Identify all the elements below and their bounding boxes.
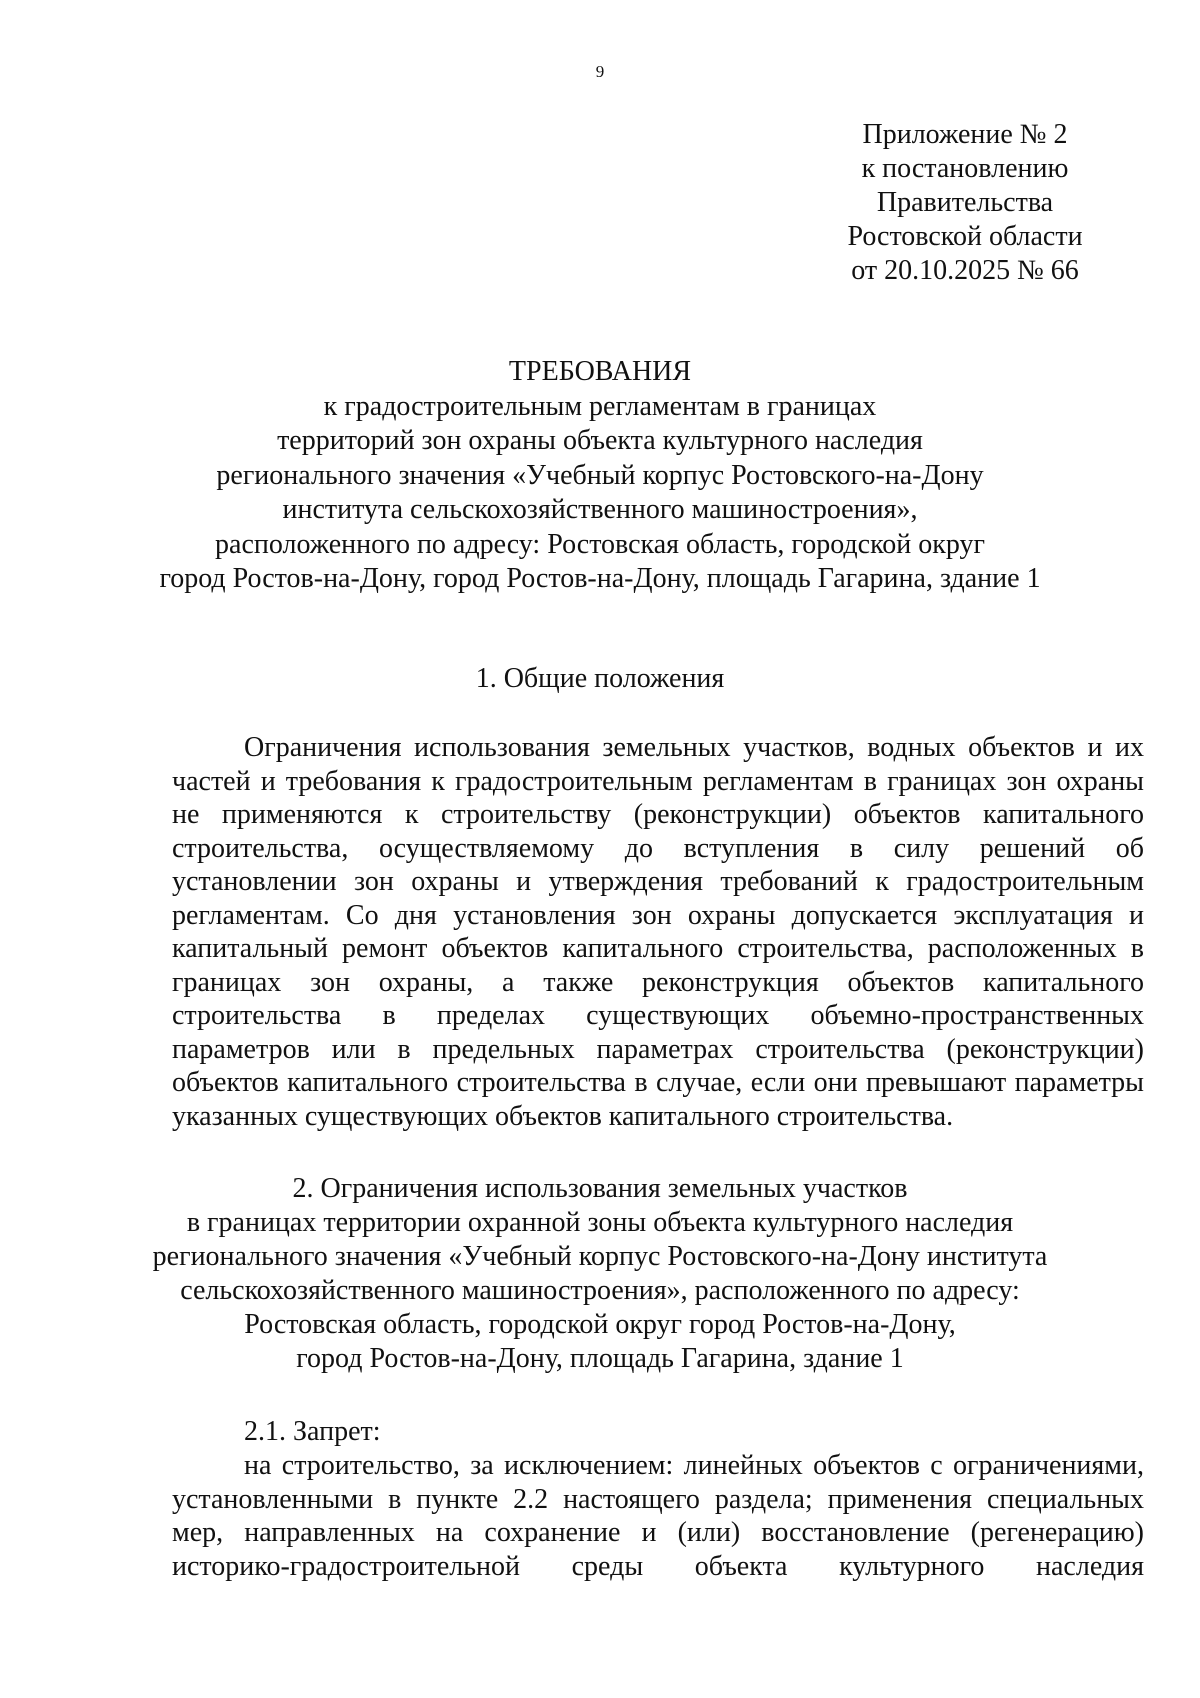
appendix-line: Ростовской области	[847, 221, 1083, 252]
section-1-heading: 1. Общие положения	[475, 663, 725, 694]
document-title-line: регионального значения «Учебный корпус Ростовского-на-Дону	[216, 459, 984, 491]
section-2-heading-line: Ростовская область, городской округ город Ростов-на-Дону,	[244, 1309, 956, 1340]
section-2-heading-line: сельскохозяйственного машиностроения», расположенного по адресу:	[180, 1275, 1020, 1306]
section-2-heading	[150, 1172, 1050, 1376]
appendix-line: Правительства	[876, 187, 1054, 218]
document-title-main: ТРЕБОВАНИЯ	[508, 356, 692, 387]
clause-2-1-paragraph: на строительство, за исключением: линейных объектов с ограничениями, установленными в пункте 2.2 настоящего раздела; применения специальных мер, направленных на сохранение и (или) восстановление (регенерацию) историко-градостроительной среды объекта культурного наследия	[172, 1450, 1144, 1582]
document-title	[150, 355, 1050, 597]
document-title-line: института сельскохозяйственного машиностроения»,	[282, 494, 918, 525]
section-2-heading-line: в границах территории охранной зоны объекта культурного наследия	[186, 1207, 1014, 1238]
document-title-line: город Ростов-на-Дону, город Ростов-на-Дону, площадь Гагарина, здание 1	[159, 563, 1041, 594]
appendix-line: от 20.10.2025 № 66	[851, 255, 1079, 286]
clause-2-1-title: 2.1. Запрет:	[244, 1416, 381, 1447]
appendix-line: Приложение № 2	[862, 119, 1068, 150]
document-title-line: к градостроительным регламентам в границах	[323, 390, 877, 422]
document-title-line: территорий зон охраны объекта культурного наследия	[277, 425, 923, 456]
section-2-heading-line: регионального значения «Учебный корпус Ростовского-на-Дону института	[152, 1241, 1048, 1272]
section-2-heading-line: 2. Ограничения использования земельных участков	[292, 1173, 908, 1204]
section-1-paragraph: Ограничения использования земельных участков, водных объектов и их частей и требования к градостроительным регламентам в границах зон охраны не применяются к строительству (реконструкции) объектов капитального строительства, осуществляемому до вступления в силу решений об установлении зон охраны и утверждения требований к градостроительным регламентам. Со дня установления зон охраны допускается эксплуатация и капитальный ремонт объектов капитального строительства, расположенных в границах зон охраны, а также реконструкция объектов капитального строительства в пределах существующих объемно-пространственных параметров или в предельных параметрах строительства (реконструкции) объектов капитального строительства в случае, если они превышают параметры указанных существующих объектов капитального строительства.	[172, 732, 1144, 1132]
appendix-line: к постановлению	[861, 153, 1069, 184]
section-2-heading-line: город Ростов-на-Дону, площадь Гагарина, здание 1	[296, 1343, 904, 1374]
document-title-line: расположенного по адресу: Ростовская область, городской округ	[215, 528, 985, 560]
appendix-header	[830, 118, 1100, 288]
page-number: 9	[595, 62, 605, 81]
